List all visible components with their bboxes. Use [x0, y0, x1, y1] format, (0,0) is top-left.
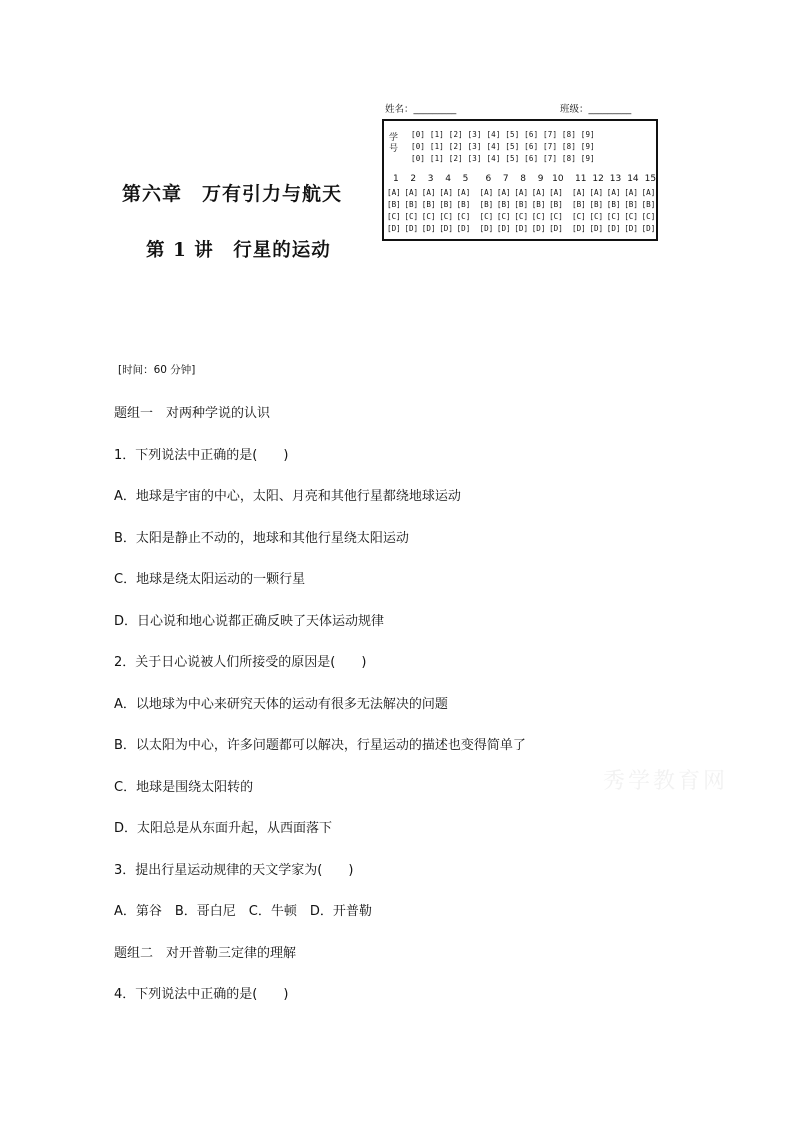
question-number: 8	[520, 174, 527, 184]
answer-bubble[interactable]: [A]	[641, 188, 656, 197]
question-number: 1	[393, 174, 399, 184]
answer-bubble[interactable]: [B]	[589, 200, 604, 209]
answer-bubble[interactable]: [A]	[456, 188, 471, 197]
answer-bubble[interactable]: [B]	[549, 200, 563, 209]
answer-bubble[interactable]: [A]	[531, 188, 546, 197]
answer-bubble[interactable]: [A]	[572, 188, 586, 197]
watermark: 秀学教育网	[603, 769, 729, 794]
answer-bubble[interactable]: [C]	[514, 212, 529, 221]
answer-bubble[interactable]: [B]	[387, 200, 401, 209]
question-number: 11	[575, 174, 587, 184]
answer-bubble[interactable]: [D]	[589, 224, 604, 233]
question-number: 9	[537, 174, 544, 184]
answer-bubble[interactable]: [D]	[531, 224, 546, 233]
question-number: 15	[644, 174, 657, 184]
answer-bubble[interactable]: [C]	[624, 212, 638, 221]
answer-option: C．地球是围绕太阳转的	[114, 780, 254, 795]
answer-bubble[interactable]: [A]	[549, 188, 563, 197]
answer-bubble[interactable]: [C]	[456, 212, 471, 221]
answer-bubble[interactable]: [B]	[439, 200, 453, 209]
answer-option: B．以太阳为中心，许多问题都可以解决，行星运动的描述也变得简单了	[114, 738, 526, 753]
question-number: 12	[592, 174, 604, 184]
question-number: 10	[552, 174, 564, 184]
answer-bubble[interactable]: [D]	[439, 224, 453, 233]
answer-bubble[interactable]: [A]	[624, 188, 638, 197]
answer-bubble[interactable]: [B]	[641, 200, 656, 209]
answer-bubble[interactable]: [D]	[514, 224, 529, 233]
answer-bubble[interactable]: [C]	[439, 212, 453, 221]
answer-option: D．太阳总是从东面升起，从西面落下	[114, 821, 333, 836]
question-number: 14	[627, 174, 639, 184]
answer-bubble[interactable]: [B]	[479, 200, 494, 209]
answer-bubble[interactable]: [D]	[456, 224, 471, 233]
answer-bubble[interactable]: [D]	[421, 224, 436, 233]
time-limit: [时间：60 分钟]	[118, 364, 196, 376]
answer-bubble[interactable]: [B]	[606, 200, 621, 209]
answer-bubble[interactable]: [A]	[439, 188, 453, 197]
question-stem: 1．下列说法中正确的是( )	[114, 448, 289, 463]
answer-bubble[interactable]: [A]	[479, 188, 494, 197]
student-id-row[interactable]: [0] [1] [2] [3] [4] [5] [6] [7] [8] [9]	[411, 154, 595, 163]
answer-bubble[interactable]: [D]	[496, 224, 511, 233]
student-id-row[interactable]: [0] [1] [2] [3] [4] [5] [6] [7] [8] [9]	[411, 142, 595, 151]
answer-bubble[interactable]: [C]	[404, 212, 419, 221]
answer-bubble[interactable]: [D]	[404, 224, 419, 233]
answer-bubble[interactable]: [B]	[456, 200, 471, 209]
answer-bubble[interactable]: [C]	[572, 212, 586, 221]
answer-bubble[interactable]: [D]	[641, 224, 656, 233]
answer-bubble[interactable]: [B]	[531, 200, 546, 209]
lesson-title: 第 1 讲 行星的运动	[146, 240, 331, 261]
answer-option: A．第谷 B．哥白尼 C．牛顿 D．开普勒	[114, 904, 372, 919]
answer-bubble[interactable]: [B]	[404, 200, 419, 209]
answer-bubble[interactable]: [C]	[531, 212, 546, 221]
answer-bubble[interactable]: [A]	[589, 188, 604, 197]
question-stem: 2．关于日心说被人们所接受的原因是( )	[114, 655, 367, 670]
answer-bubble[interactable]: [A]	[421, 188, 436, 197]
question-stem: 3．提出行星运动规律的天文学家为( )	[114, 863, 354, 878]
answer-bubble[interactable]: [C]	[606, 212, 621, 221]
question-number: 4	[445, 174, 451, 184]
answer-bubble[interactable]: [B]	[514, 200, 529, 209]
answer-bubble[interactable]: [B]	[496, 200, 511, 209]
section-heading: 题组一 对两种学说的认识	[114, 406, 271, 421]
answer-bubble[interactable]: [C]	[549, 212, 563, 221]
class-field-label: 班级：_________	[560, 104, 632, 115]
answer-sheet-box	[382, 119, 658, 241]
answer-bubble[interactable]: [C]	[496, 212, 511, 221]
student-id-label: 学号	[389, 133, 399, 154]
answer-bubble[interactable]: [D]	[572, 224, 586, 233]
answer-bubble[interactable]: [B]	[421, 200, 436, 209]
question-number: 3	[427, 174, 434, 184]
question-number: 13	[609, 174, 622, 184]
chapter-title: 第六章 万有引力与航天	[122, 183, 343, 205]
answer-bubble[interactable]: [D]	[387, 224, 401, 233]
student-id-row[interactable]: [0] [1] [2] [3] [4] [5] [6] [7] [8] [9]	[411, 130, 595, 139]
answer-option: B．太阳是静止不动的，地球和其他行星绕太阳运动	[114, 531, 409, 546]
answer-bubble[interactable]: [D]	[624, 224, 638, 233]
section-heading: 题组二 对开普勒三定律的理解	[114, 946, 297, 961]
answer-bubble[interactable]: [D]	[549, 224, 563, 233]
answer-bubble[interactable]: [C]	[589, 212, 604, 221]
answer-option: A．以地球为中心来研究天体的运动有很多无法解决的问题	[114, 697, 448, 712]
answer-bubble[interactable]: [A]	[404, 188, 419, 197]
question-stem: 4．下列说法中正确的是( )	[114, 987, 289, 1002]
answer-bubble[interactable]: [B]	[572, 200, 586, 209]
answer-bubble[interactable]: [A]	[606, 188, 621, 197]
answer-bubble[interactable]: [A]	[387, 188, 401, 197]
answer-option: D．日心说和地心说都正确反映了天体运动规律	[114, 614, 385, 629]
question-number: 5	[462, 174, 469, 184]
question-number: 6	[485, 174, 492, 184]
name-field-label: 姓名：_________	[385, 104, 457, 115]
answer-option: C．地球是绕太阳运动的一颗行星	[114, 572, 306, 587]
question-number: 7	[502, 174, 509, 184]
answer-bubble[interactable]: [C]	[641, 212, 656, 221]
answer-option: A．地球是宇宙的中心，太阳、月亮和其他行星都绕地球运动	[114, 489, 461, 504]
answer-bubble[interactable]: [A]	[496, 188, 511, 197]
answer-bubble[interactable]: [C]	[387, 212, 401, 221]
answer-bubble[interactable]: [A]	[514, 188, 529, 197]
answer-bubble[interactable]: [B]	[624, 200, 638, 209]
answer-bubble[interactable]: [C]	[479, 212, 494, 221]
answer-bubble[interactable]: [C]	[421, 212, 436, 221]
answer-bubble[interactable]: [D]	[479, 224, 494, 233]
question-number: 2	[410, 174, 417, 184]
answer-bubble[interactable]: [D]	[606, 224, 621, 233]
